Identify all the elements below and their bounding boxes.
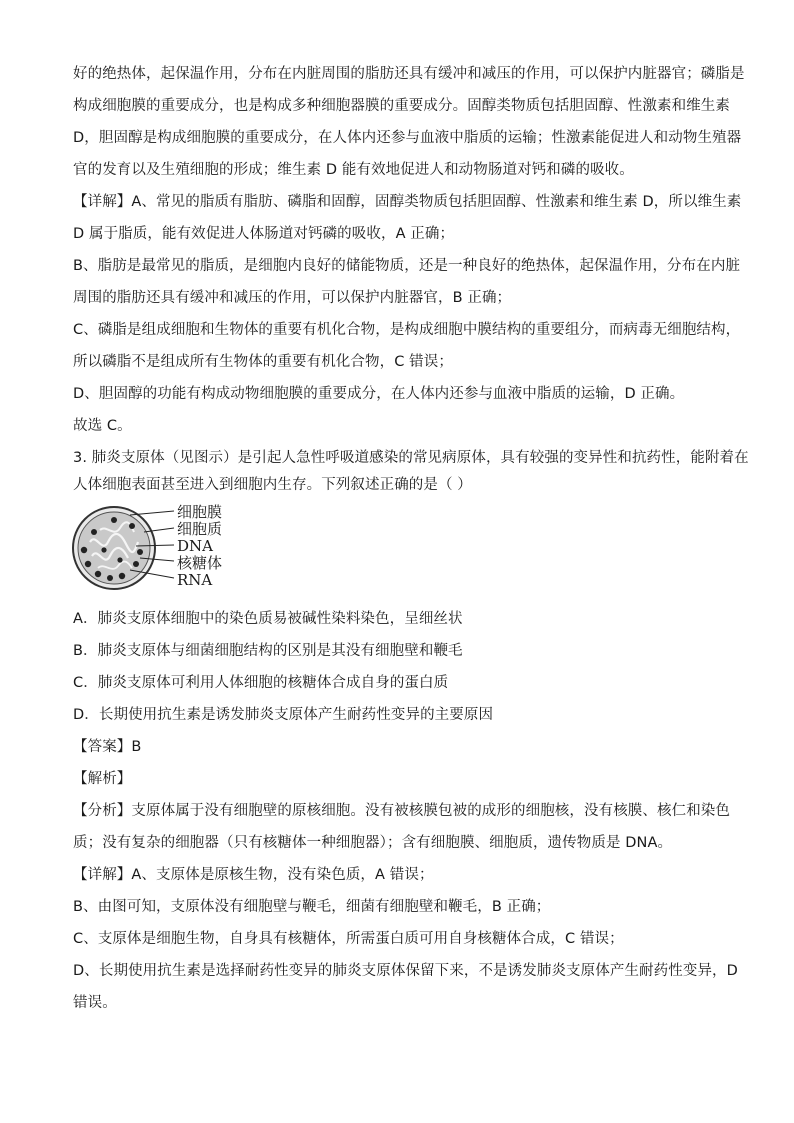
- option-c: C．肺炎支原体可利用人体细胞的核糖体合成自身的蛋白质: [73, 675, 449, 691]
- text-line: C、磷脂是组成细胞和生物体的重要有机化合物，是构成细胞中膜结构的重要组分，而病毒无细胞结构，: [73, 322, 741, 338]
- label-dna: DNA: [177, 537, 213, 555]
- text-line: D，胆固醇是构成细胞膜的重要成分，在人体内还参与血液中脂质的运输；性激素能促进人和动物生殖器: [73, 130, 742, 146]
- analysis-line: B、由图可知，支原体没有细胞壁与鞭毛，细菌有细胞壁和鞭毛，B 正确；: [73, 899, 551, 915]
- text-line: D、胆固醇的功能有构成动物细胞膜的重要成分，在人体内还参与血液中脂质的运输，D 正确。: [73, 386, 685, 402]
- text-line: 周围的脂肪还具有缓冲和减压的作用，可以保护内脏器官，B 正确；: [73, 290, 512, 306]
- option-a: A．肺炎支原体细胞中的染色质易被碱性染料染色，呈细丝状: [73, 611, 463, 627]
- text-line: 构成细胞膜的重要成分，也是构成多种细胞器膜的重要成分。固醇类物质包括胆固醇、性激素和维生素: [73, 98, 730, 114]
- mycoplasma-diagram: [70, 502, 270, 592]
- text-line: 好的绝热体，起保温作用，分布在内脏周围的脂肪还具有缓冲和减压的作用，可以保护内脏器官；磷脂是: [73, 66, 745, 82]
- text-line: B、脂肪是最常见的脂质，是细胞内良好的储能物质，还是一种良好的绝热体，起保温作用，分布在内脏: [73, 258, 741, 274]
- label-rna: RNA: [177, 571, 213, 589]
- text-line: 故选 C。: [73, 418, 132, 434]
- analysis-title: 【解析】: [73, 771, 132, 787]
- analysis-line: D、长期使用抗生素是选择耐药性变异的肺炎支原体保留下来，不是诱发肺炎支原体产生耐药性变异，D: [73, 963, 738, 979]
- text-line: 【详解】A、常见的脂质有脂肪、磷脂和固醇，固醇类物质包括胆固醇、性激素和维生素 D，所以维生素: [73, 194, 742, 210]
- option-b: B．肺炎支原体与细菌细胞结构的区别是其没有细胞壁和鞭毛: [73, 643, 463, 659]
- question-stem: 人体细胞表面甚至进入到细胞内生存。下列叙述正确的是（ ）: [73, 477, 472, 493]
- analysis-line: 质；没有复杂的细胞器（只有核糖体一种细胞器）；含有细胞膜、细胞质，遗传物质是 DNA。: [73, 835, 673, 851]
- analysis-line: 错误。: [73, 995, 117, 1011]
- option-d: D．长期使用抗生素是诱发肺炎支原体产生耐药性变异的主要原因: [73, 707, 494, 723]
- text-line: 官的发育以及生殖细胞的形成；维生素 D 能有效地促进人和动物肠道对钙和磷的吸收。: [73, 162, 634, 178]
- label-ribosome: 核糖体: [177, 554, 223, 572]
- answer: 【答案】B: [73, 739, 142, 755]
- text-line: 所以磷脂不是组成所有生物体的重要有机化合物，C 错误；: [73, 354, 453, 370]
- label-cell-membrane: 细胞膜: [177, 503, 223, 521]
- analysis-line: 【分析】支原体属于没有细胞壁的原核细胞。没有被核膜包被的成形的细胞核，没有核膜、核仁和染色: [73, 803, 730, 819]
- text-line: D 属于脂质，能有效促进人体肠道对钙磷的吸收，A 正确；: [73, 226, 455, 242]
- analysis-line: C、支原体是细胞生物，自身具有核糖体，所需蛋白质可用自身核糖体合成，C 错误；: [73, 931, 624, 947]
- analysis-line: 【详解】A、支原体是原核生物，没有染色质，A 错误；: [73, 867, 434, 883]
- label-cytoplasm: 细胞质: [177, 520, 223, 538]
- question-stem: 3. 肺炎支原体（见图示）是引起人急性呼吸道感染的常见病原体，具有较强的变异性和抗药性，能附着在: [73, 450, 749, 466]
